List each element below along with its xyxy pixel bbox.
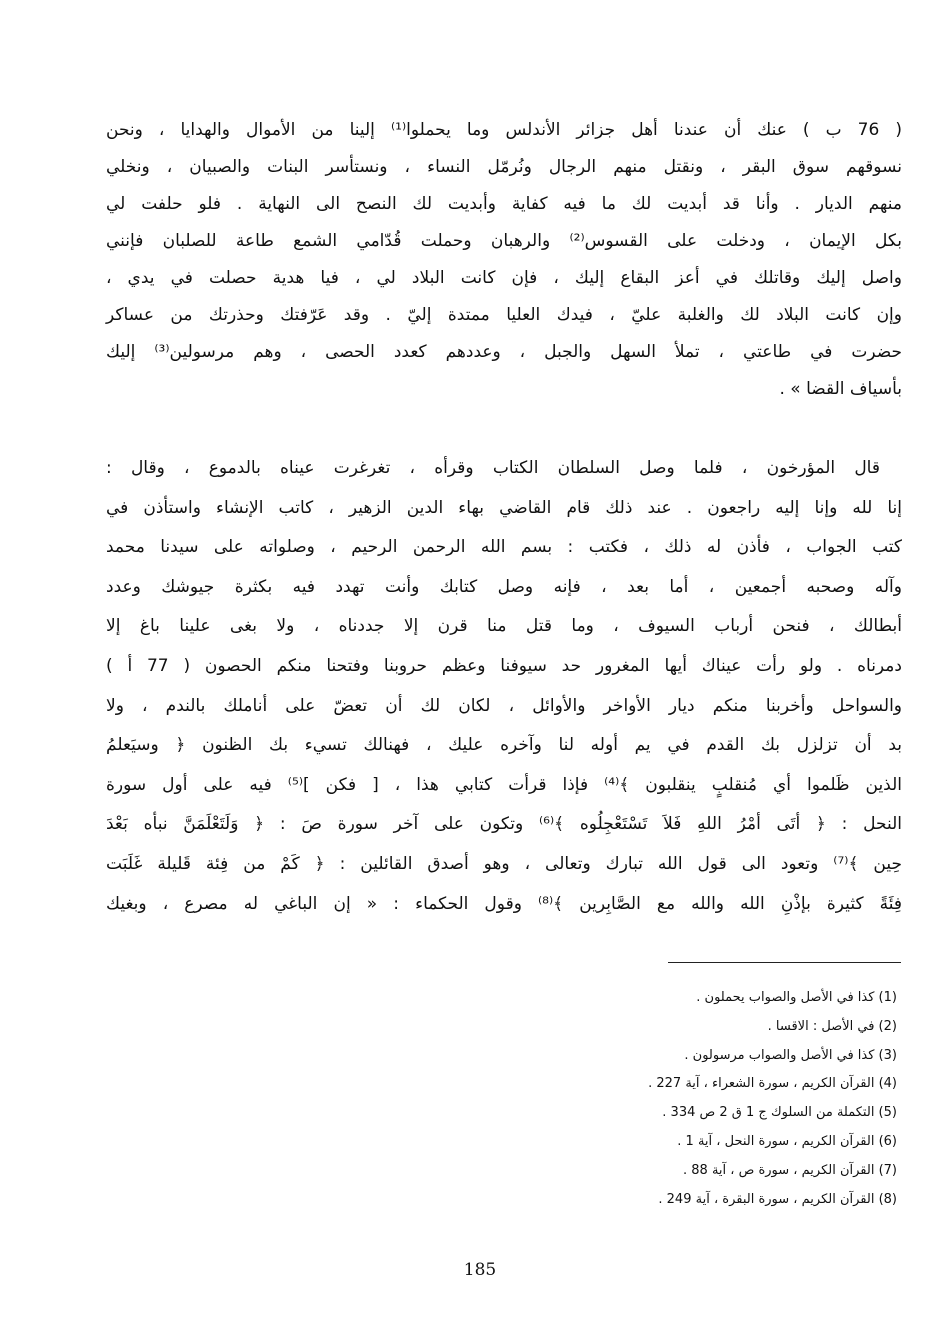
- text-line: حِين ﴾⁽⁷⁾ وتعود الى قول الله تبارك وتعالى ، وهو أصدق القائلين : ﴿ كَمْ من فِئة قَليلة غَلَبَت: [106, 853, 902, 874]
- text-line: ( 76 ب ) عنك أن عندنا أهل جزائر الأندلس وما يحملوا⁽¹⁾ إلينا من الأموال والهدايا ، ونحن: [106, 120, 903, 140]
- text-line: كتب الجواب ، فأذن له ذلك ، فكتب : بسم الله الرحمن الرحيم ، وصلواته على سيدنا محمد: [106, 537, 902, 558]
- footnote: (8) القرآن الكريم ، سورة البقرة ، آية 249 .: [658, 1191, 897, 1207]
- text-line: إنا لله وإنا إليه راجعون . عند ذلك قام القاضي بهاء الدين الزهير ، كاتب الإنشاء واستأذن في: [106, 497, 902, 518]
- footnote: (3) كذا في الأصل والصواب مرسولون .: [684, 1047, 897, 1063]
- text-line: فِئَةً كثيرة بإذْنِ الله والله مع الصَّابِرين ﴾⁽⁸⁾ وقول الحكماء : « إن الباغي له مصرع ، وبغيك: [106, 893, 903, 914]
- footnote: (7) القرآن الكريم ، سورة ص ، آية 88 .: [683, 1162, 897, 1178]
- footnote: (2) في الأصل : الاقسا .: [767, 1018, 897, 1034]
- text-line: دمرناه . ولو رأت عيناك أيها المغرور حد سيوفنا وعظم حروبنا وفتحنا منكم الحصون ( 77 أ ): [106, 655, 902, 676]
- text-line: وآله وصحبه أجمعين ، أما بعد ، فإنه وصل كتابك وأنت تهدد فيه بكثرة جيوشك وعدد: [106, 576, 902, 597]
- footnotes: [399, 984, 899, 1214]
- text-line: النحل : ﴿ أتَى أمْرُ اللهِ فَلاَ تَسْتَعْجِلُوه ﴾⁽⁶⁾ وتكون على آخر سورة صَ : ﴿ وَلَتَعْلَمَنَّ نبأه بَعْدَ: [106, 814, 903, 835]
- text-line: أبطالك ، فنحن أرباب السيوف ، وما قتل منا قرن إلا جددناه ، ولا بغى علينا باغ إلا: [106, 616, 902, 637]
- text-line: نسوقهم سوق البقر ، ونقتل منهم الرجال ونُرمّل النساء ، ونستأسر البنات والصبيان ، ونخلي: [106, 157, 902, 177]
- text-line: حضرت في طاعتي ، تملأ السهل والجبل ، وعددهم كعدد الحصى ، وهم مرسولين⁽³⁾ إليك: [106, 342, 902, 362]
- paragraph-letter: [106, 112, 902, 408]
- footnote: (4) القرآن الكريم ، سورة الشعراء ، آية 227 .: [648, 1076, 897, 1092]
- text-line: الذين ظَلموا أي مُنقلبٍ ينقلبون ﴾⁽⁴⁾ فإذا قرأت كتابي هذا ، [ فكن ]⁽⁵⁾ فيه على أول سورة: [106, 774, 902, 795]
- text-line: وإن كانت البلاد لك والغلبة عليّ ، فيدك العليا ممتدة إليّ . وقد عَرّفتك وحذرتك من عساكر: [106, 305, 902, 325]
- text-line: واصل إليك وقاتلك في أعز البقاع إليك ، فإن كانت البلاد لي ، فيا هدية حصلت في يدي ،: [106, 268, 902, 288]
- text-line: بأسياف القضا » .: [779, 379, 902, 399]
- paragraph-reply: [106, 449, 902, 924]
- page-number: 185: [463, 1260, 497, 1280]
- text-line: بكل الإيمان ، ودخلت على القسوس⁽²⁾ والرهبان وحملت قُدّامي الشمع طاعة للصلبان فإنني: [106, 231, 902, 251]
- text-line: بد أن تزلزل بك القدم في يم أوله لنا وآخره عليك ، فهنالك تسيء بك الظنون ﴿ وسيَعلمُ: [106, 735, 902, 756]
- footnote: (1) كذا في الأصل والصواب يحملون .: [696, 990, 897, 1005]
- footnote: (5) التكملة من السلوك ج 1 ق 2 ص 334 .: [662, 1105, 897, 1121]
- footnote: (6) القرآن الكريم ، سورة النحل ، آية 1 .: [677, 1133, 897, 1149]
- text-line: والسواحل وأخربنا منكم ديار الأواخر والأوائل ، لكان لك أن تعضّ على أناملك بالندم ، ولا: [106, 695, 902, 716]
- footnote-divider: [668, 962, 901, 963]
- text-line: قال المؤرخون ، فلما وصل السلطان الكتاب وقرأه ، تغرغرت عيناه بالدموع ، وقال :: [106, 458, 880, 478]
- text-line: منهم الديار . وأنا قد أبديت لك ما فيه كفاية وأبديت لك النصح الى النهاية . فلو حلفت لي: [106, 194, 902, 214]
